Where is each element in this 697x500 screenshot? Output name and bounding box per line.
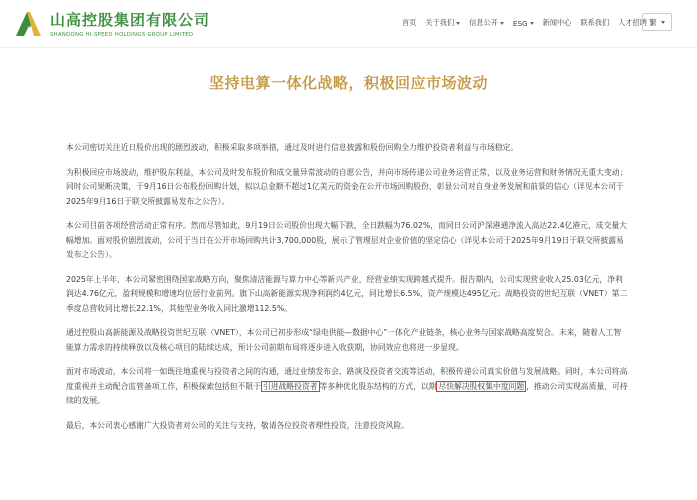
paragraph-6-text-a: 面对市场波动，本公司将一如既往地重视与投资者之间的沟通，通过业绩发布会、路演及投资者交流等活动，积极传递公司真实价值与发展战略。同时，本公司将高度重视并主动配合监管备项工作，积极探索包括但不限于 [66, 367, 628, 391]
nav-item-about[interactable]: 关于我们 [425, 18, 460, 28]
paragraph-6-text-c: ，推动公司实现高质量、可持续的发展。 [66, 381, 628, 405]
nav-item-esg[interactable]: ESG [513, 19, 534, 28]
brand-name[interactable] [50, 9, 210, 38]
chevron-down-icon [661, 21, 665, 24]
brand-name-en: SHANDONG HI-SPEED HOLDINGS GROUP LIMITED [50, 32, 194, 38]
article-paragraph-3: 本公司目前各项经营活动正常有序。然而尽管如此，9月19日公司股价出现大幅下跌，全日跌幅为76.02%，而同日公司沪深港通净流入高达22.4亿港元，成交量大幅增加。面对股价剧烈波动，公司于当日在公开市场回购共计3,700,000股，展示了管理层对企业价值的坚定信心（详见本公司于2025年9月19日于联交所披露易发布之公告）。 [66, 221, 627, 259]
chevron-down-icon [456, 22, 460, 25]
article-paragraph-7: 最后，本公司衷心感谢广大投资者对公司的关注与支持，敬请各位投资者理性投资，注意投资风险。 [66, 420, 410, 430]
paragraph-6-text-b: 等多种优化股东结构的方式，以期 [319, 381, 437, 391]
article-body [66, 141, 628, 443]
article-paragraph-2: 为积极回应市场波动，维护股东利益，本公司及时发布股价和成交量异常波动的自愿公告，并向市场传递公司业务运营正常，以及业务运营和财务情况无重大变动；同时公司果断决策，于9月16日公布股份回购计划，拟以总金额不超过1亿美元的资金在公开市场回购股份，彰显公司对自身业务发展和前景的信心（详见本公司于2025年9月16日于联交所披露易发布之公告）。 [66, 167, 628, 206]
nav-item-careers[interactable]: 人才招聘 [618, 18, 647, 27]
language-select[interactable] [642, 13, 672, 31]
site-header [0, 0, 697, 48]
chevron-down-icon [500, 22, 504, 25]
main-nav [402, 18, 656, 28]
highlight-strategic-investor: 引进战略投资者 [262, 381, 318, 391]
brand-name-cn: 山高控股集团有限公司 [50, 11, 211, 29]
company-logo-icon[interactable] [14, 8, 44, 38]
article-paragraph-5: 通过控股山高新能源及战略投资世纪互联（VNET），本公司已初步形成“绿电供能—数据中心”一体化产业链条，核心业务与国家战略高度契合。未来，随着人工智能算力需求的持续释放以及核心项目的陆续达成，预计公司前期布局将逐步进入收获期，协同效应也将进一步显现。 [66, 328, 622, 352]
nav-item-home[interactable]: 首页 [402, 18, 417, 27]
article-paragraph-6 [66, 365, 628, 409]
language-label: 繁 [649, 17, 657, 27]
nav-item-disclosure[interactable]: 信息公开 [469, 18, 504, 28]
article-paragraph-1: 本公司密切关注近日股价出现的剧烈波动，积极采取多项举措，通过及时进行信息披露和股份回购全力维护投资者利益与市场稳定。 [66, 143, 519, 152]
highlight-equity-concentration: 尽快解决股权集中度问题 [438, 381, 525, 391]
article-title: 坚持电算一体化战略，积极回应市场波动 [208, 74, 488, 92]
article-paragraph-4: 2025年上半年，本公司紧密围绕国家战略方向，聚焦清洁能源与算力中心等新兴产业，经营业绩实现跨越式提升。报告期内，公司实现营业收入25.03亿元，净利润达4.76亿元，盈利规模和增速均位居行业前列。旗下山高新能源实现净利润约4亿元，同比增长6.5%，资产规模达495亿元；战略投资的世纪互联（VNET）第二季度总营收同比增长22.1%，其他型业务收入同比激增112.5%。 [66, 274, 628, 313]
nav-item-contact[interactable]: 联系我们 [580, 18, 610, 27]
chevron-down-icon [530, 22, 534, 25]
nav-item-news[interactable]: 新闻中心 [542, 18, 572, 27]
